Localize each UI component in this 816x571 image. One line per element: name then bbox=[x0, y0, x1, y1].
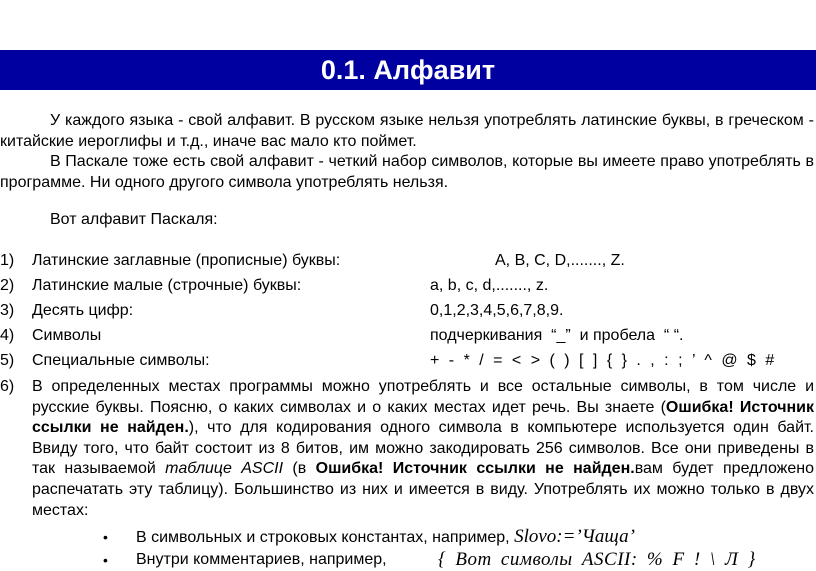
list-item-value: + - * / = < > ( ) [ ] { } . , : ; ’ ^ @ $ # bbox=[430, 352, 775, 369]
list-item bbox=[0, 351, 814, 371]
list-item-number: 6) bbox=[0, 378, 15, 395]
bullet-text: Внутри комментариев, например, bbox=[136, 551, 387, 568]
list-item-number: 4) bbox=[0, 327, 15, 344]
list-item-value: 0,1,2,3,4,5,6,7,8,9. bbox=[430, 302, 564, 319]
bullet-item bbox=[0, 526, 816, 548]
ascii-table-term: таблице ASCII bbox=[165, 460, 284, 478]
intro-paragraph-2: В Паскале тоже есть свой алфавит - четкий набор символов, которые вы имеете право употреблять в программе. Ни одного другого символа употреблять нельзя. bbox=[0, 153, 814, 191]
code-example: { Вот символы ASCII: % F ! \ Л } bbox=[438, 549, 756, 570]
list-item bbox=[0, 276, 814, 296]
list-item-label: Латинские малые (строчные) буквы: bbox=[32, 277, 302, 294]
cross-reference-error: Ошибка! Источник ссылки не найден. bbox=[315, 460, 635, 478]
cross-reference-error: Ошибка! Источник ссылки не найден. bbox=[32, 398, 815, 437]
code-example: Slovo:=’Чаща’ bbox=[514, 526, 635, 547]
list-item bbox=[0, 301, 814, 321]
page-title: 0.1. Алфавит bbox=[0, 50, 816, 90]
bullet-item bbox=[0, 549, 816, 571]
list-item-value: A, B, C, D,......., Z. bbox=[495, 252, 625, 269]
bullet-text: В символьных и строковых константах, например, bbox=[136, 529, 515, 546]
bullet-icon: • bbox=[103, 529, 108, 545]
list-item-number: 3) bbox=[0, 302, 15, 319]
intro-paragraph-3: Вот алфавит Паскаля: bbox=[50, 211, 218, 228]
list-item-label: Специальные символы: bbox=[32, 352, 210, 369]
list-item-label: Десять цифр: bbox=[32, 302, 134, 319]
bullet-icon: • bbox=[103, 552, 108, 568]
list-item-value: a, b, c, d,......., z. bbox=[430, 277, 549, 294]
list-item-6-text: В определенных местах программы можно употреблять и все остальные символы, в том числе и русские буквы. Поясню, о каких символах и о каких местах идет речь. Вы знаете (Ошибка! Источник ссылки не найден.), что для кодирования одного символа в компьютере используется один байт. Ввиду того, что байт состоит из 8 битов, им можно закодировать 256 символов. Все они приведены в так называемой таблице ASCII (в Ошибка! Источник ссылки не найден.вам будет предложено распечатать эту таблицу). Большинство из них и имеется в виду. Употреблять их можно только в двух местах: bbox=[32, 378, 815, 519]
list-item-number: 1) bbox=[0, 252, 15, 269]
list-item-value: подчеркивания “_” и пробела “ “. bbox=[430, 327, 684, 344]
list-item-label: Символы bbox=[32, 327, 102, 344]
intro-paragraph-1: У каждого языка - свой алфавит. В русском языке нельзя употреблять латинские буквы, в греческом - китайские иероглифы и т.д., иначе вас мало кто поймет. bbox=[0, 112, 814, 150]
list-item bbox=[0, 326, 814, 346]
list-item-number: 2) bbox=[0, 277, 15, 294]
list-item-number: 5) bbox=[0, 352, 15, 369]
list-item bbox=[0, 251, 814, 271]
list-item-label: Латинские заглавные (прописные) буквы: bbox=[32, 252, 341, 269]
